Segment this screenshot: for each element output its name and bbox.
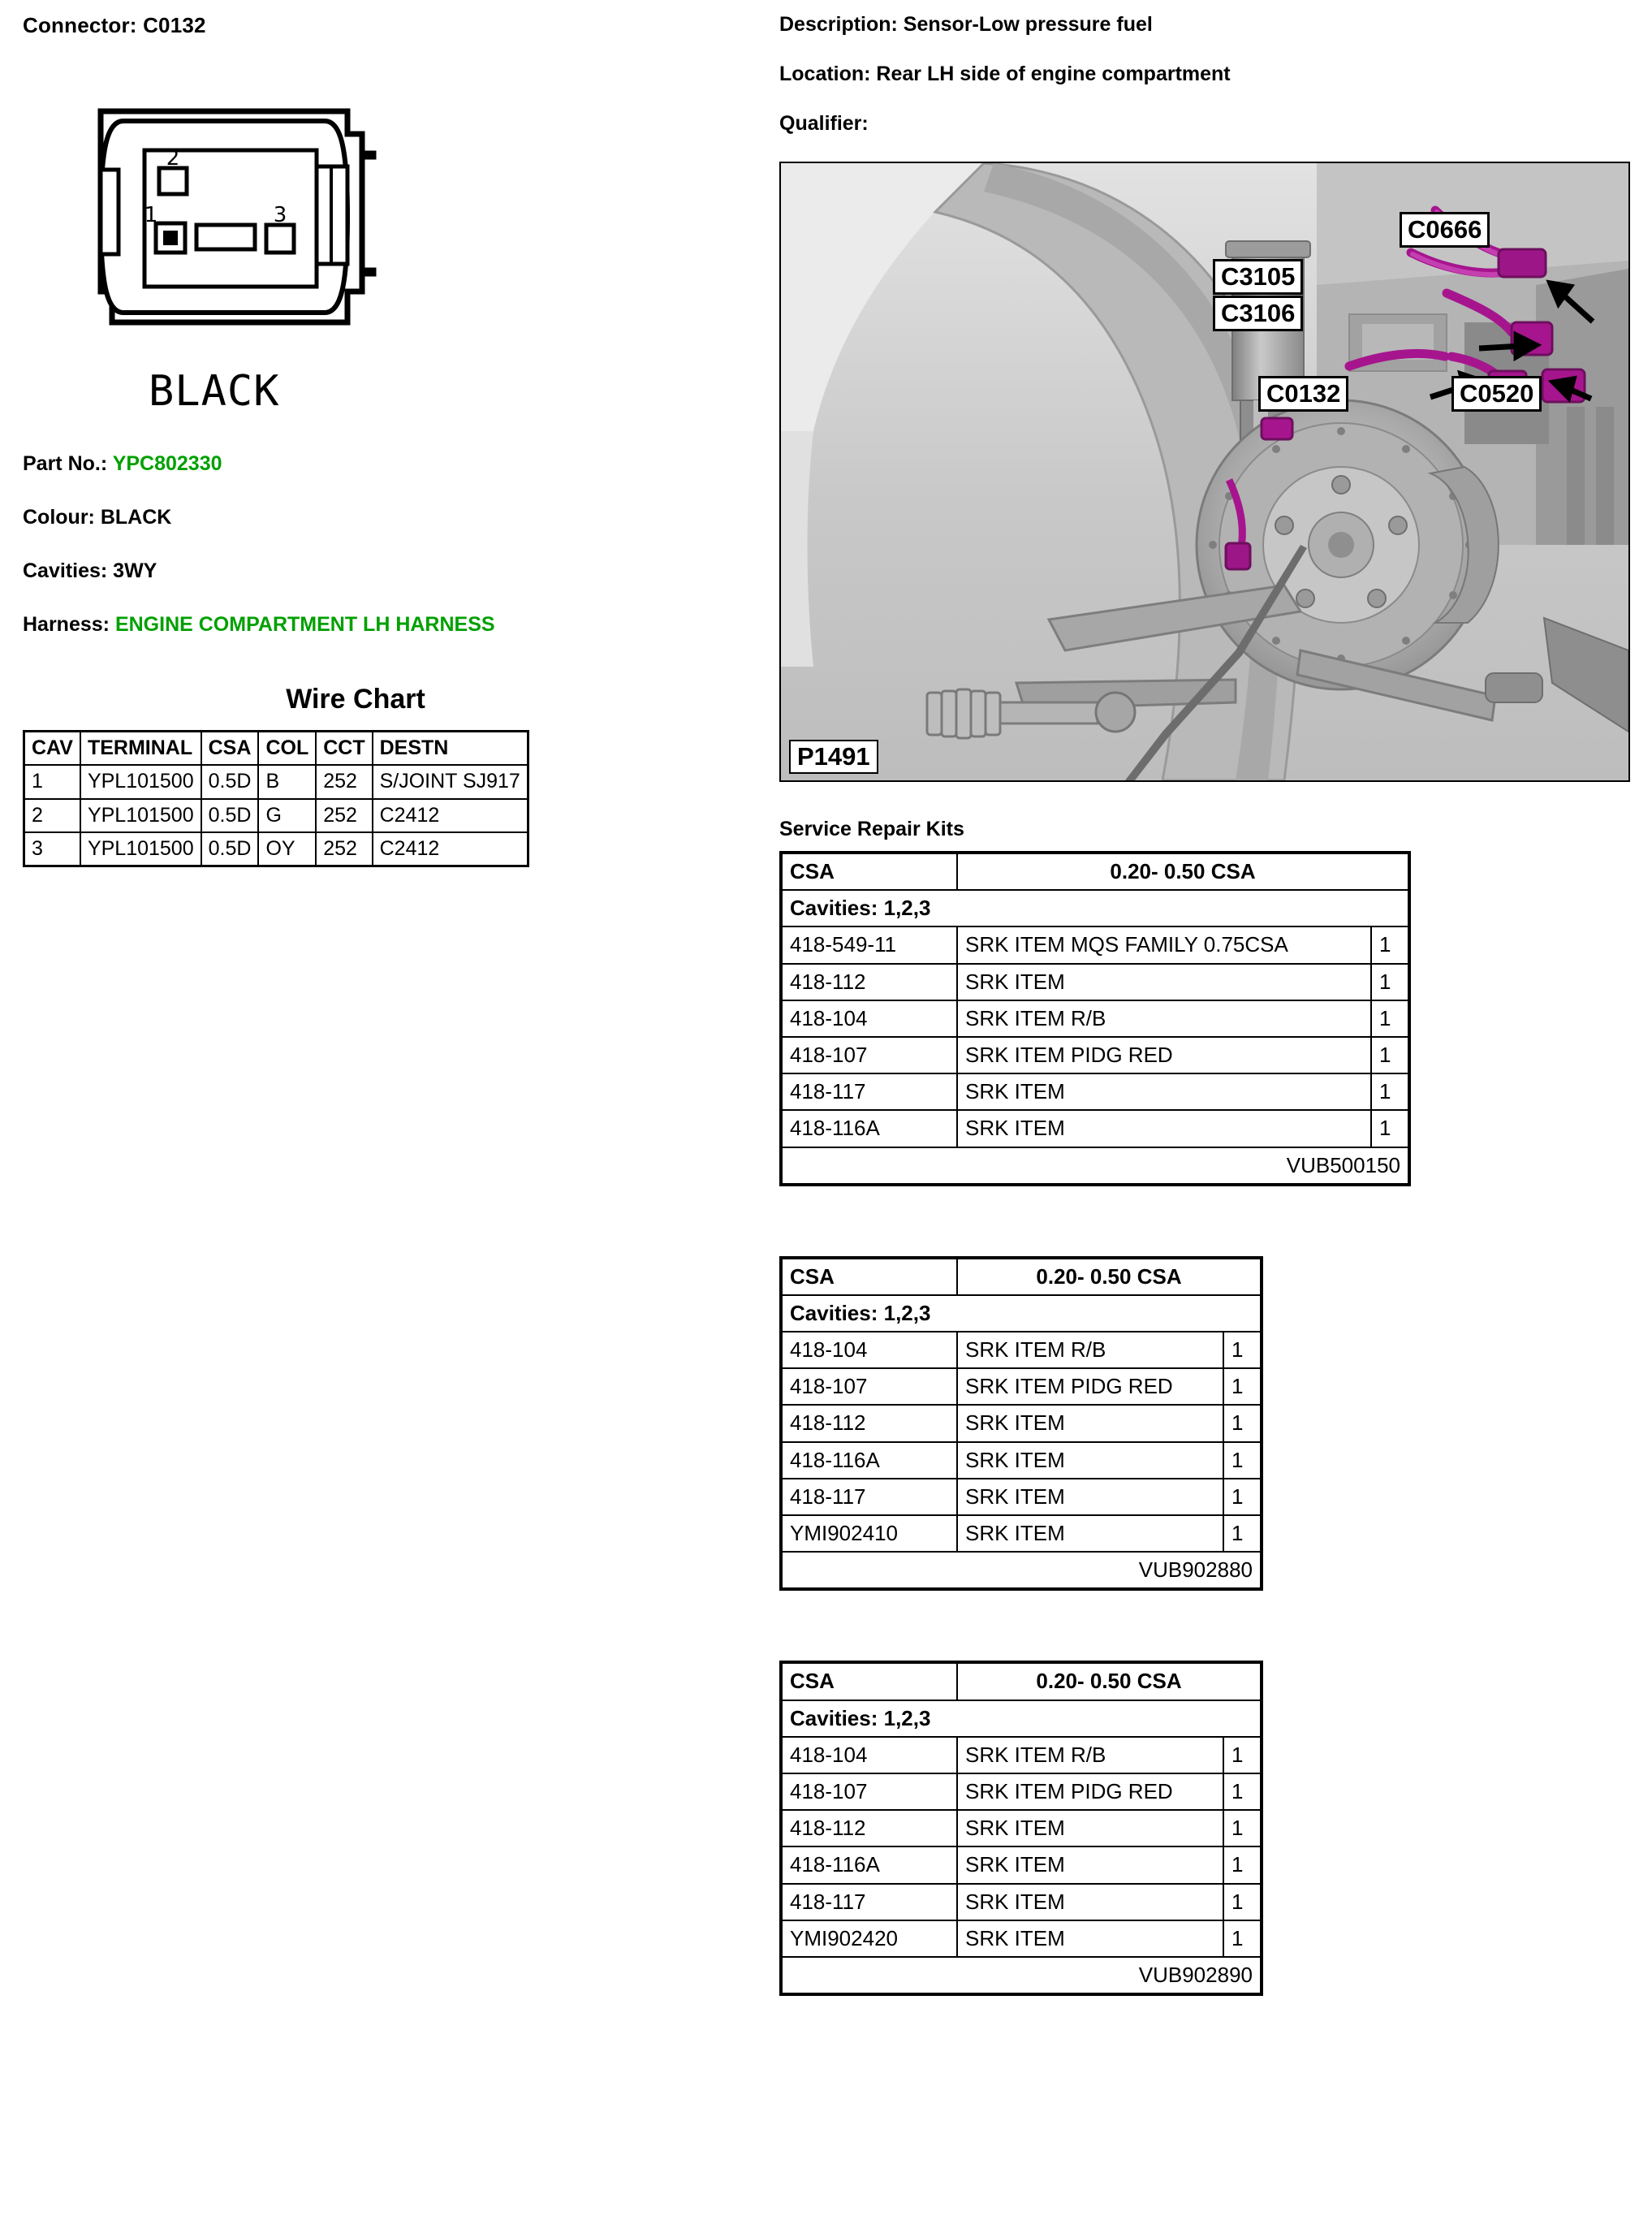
srk-item-desc: SRK ITEM: [957, 1110, 1371, 1147]
table-row: [781, 964, 1409, 1000]
harness-value: ENGINE COMPARTMENT LH HARNESS: [114, 613, 495, 636]
srk-item-qty: 1: [1223, 1515, 1262, 1552]
srk-item-qty: 1: [1223, 1884, 1262, 1920]
service-repair-kits-title: Service Repair Kits: [779, 818, 964, 840]
table-row: [781, 1810, 1262, 1846]
connector-colour-caption: BLACK: [149, 367, 280, 416]
cell-destn: C2412: [373, 799, 528, 832]
wire-chart-col-cct: CCT: [316, 732, 372, 766]
callout-c0132: C0132: [1258, 376, 1348, 412]
srk-item-code: 418-117: [781, 1884, 957, 1920]
srk-item-qty: 1: [1223, 1368, 1262, 1405]
table-row: [781, 1515, 1262, 1552]
harness-row: [23, 613, 737, 637]
srk-cavities: Cavities: 1,2,3: [781, 1700, 1262, 1737]
colour-value: BLACK: [100, 506, 172, 529]
srk-item-qty: 1: [1223, 1332, 1262, 1368]
qualifier-row: Qualifier:: [779, 112, 869, 135]
srk-item-code: 418-117: [781, 1479, 957, 1515]
srk-item-qty: 1: [1371, 1073, 1409, 1110]
wire-chart-col-destn: DESTN: [373, 732, 528, 766]
cell-cav: 3: [24, 832, 80, 866]
wire-chart-col-col: COL: [258, 732, 316, 766]
table-row: [781, 1737, 1262, 1773]
srk-item-code: 418-112: [781, 964, 957, 1000]
srk-kit-row: [781, 1552, 1262, 1589]
srk-cavities-row: [781, 1295, 1262, 1332]
table-row: [781, 926, 1409, 963]
srk-item-desc: SRK ITEM: [957, 1073, 1371, 1110]
cavities-row: [23, 559, 737, 583]
cell-terminal: YPL101500: [80, 799, 201, 832]
srk-item-qty: 1: [1223, 1737, 1262, 1773]
srk-item-code: 418-549-11: [781, 926, 957, 963]
srk-item-desc: SRK ITEM: [957, 1846, 1223, 1883]
srk-item-desc: SRK ITEM: [957, 964, 1371, 1000]
srk-item-code: YMI902410: [781, 1515, 957, 1552]
srk-kit-row: [781, 1147, 1409, 1185]
cell-terminal: YPL101500: [80, 765, 201, 798]
srk-item-qty: 1: [1223, 1773, 1262, 1810]
harness-label: Harness:: [23, 613, 110, 636]
srk-header-row: [781, 1258, 1262, 1295]
part-number-row: [23, 452, 737, 476]
srk-item-desc: SRK ITEM R/B: [957, 1332, 1223, 1368]
location-row: Location: Rear LH side of engine compartment: [779, 63, 1231, 85]
table-row: [781, 1332, 1262, 1368]
srk-header-row: [781, 1662, 1262, 1700]
srk-item-desc: SRK ITEM: [957, 1515, 1223, 1552]
srk-kit-row: [781, 1957, 1262, 1994]
cell-destn: C2412: [373, 832, 528, 866]
cell-cct: 252: [316, 799, 372, 832]
srk-item-code: 418-112: [781, 1405, 957, 1441]
connector-drawing: [23, 79, 737, 428]
table-row: [781, 1773, 1262, 1810]
srk-item-desc: SRK ITEM PIDG RED: [957, 1368, 1223, 1405]
cell-terminal: YPL101500: [80, 832, 201, 866]
srk-item-code: 418-116A: [781, 1110, 957, 1147]
srk-item-qty: 1: [1371, 1037, 1409, 1073]
table-row: [781, 1073, 1409, 1110]
table-row: [24, 765, 528, 798]
cell-col: OY: [258, 832, 316, 866]
wire-chart-table-wrap: [23, 730, 737, 867]
srk-item-code: 418-104: [781, 1000, 957, 1037]
srk-item-code: 418-107: [781, 1037, 957, 1073]
srk-spacer: [779, 1591, 1632, 1651]
wire-chart-col-cav: CAV: [24, 732, 80, 766]
srk-item-desc: SRK ITEM R/B: [957, 1000, 1371, 1037]
srk-item-code: YMI902420: [781, 1920, 957, 1957]
srk-item-qty: 1: [1371, 926, 1409, 963]
callout-c3106: C3106: [1213, 296, 1303, 331]
table-row: [781, 1110, 1409, 1147]
cell-cav: 2: [24, 799, 80, 832]
srk-csa-range: 0.20- 0.50 CSA: [957, 1258, 1262, 1295]
srk-table-1: [779, 851, 1411, 1186]
srk-item-desc: SRK ITEM: [957, 1442, 1223, 1479]
table-row: [24, 832, 528, 866]
srk-csa-label: CSA: [781, 1662, 957, 1700]
location-photo-graphic: [781, 163, 1628, 780]
srk-item-desc: SRK ITEM MQS FAMILY 0.75CSA: [957, 926, 1371, 963]
wire-chart-col-terminal: TERMINAL: [80, 732, 201, 766]
table-row: [781, 1405, 1262, 1441]
srk-item-desc: SRK ITEM: [957, 1810, 1223, 1846]
cell-col: B: [258, 765, 316, 798]
srk-table-2: [779, 1256, 1263, 1592]
srk-item-qty: 1: [1223, 1846, 1262, 1883]
table-row: [781, 1000, 1409, 1037]
cell-cct: 252: [316, 832, 372, 866]
table-row: [781, 1368, 1262, 1405]
srk-item-code: 418-112: [781, 1810, 957, 1846]
srk-kit-number: VUB902890: [781, 1957, 1262, 1994]
srk-item-qty: 1: [1371, 964, 1409, 1000]
wire-chart-col-csa: CSA: [201, 732, 259, 766]
callout-c0520: C0520: [1451, 376, 1542, 412]
srk-cavities-row: [781, 890, 1409, 926]
table-row: [781, 1442, 1262, 1479]
srk-item-code: 418-116A: [781, 1442, 957, 1479]
cell-csa: 0.5D: [201, 832, 259, 866]
srk-table-3: [779, 1661, 1263, 1996]
svg-text:3: 3: [273, 203, 287, 227]
cell-cct: 252: [316, 765, 372, 798]
srk-csa-label: CSA: [781, 853, 957, 890]
location-photo: [779, 162, 1630, 782]
wire-chart-title: Wire Chart: [286, 684, 425, 715]
cell-csa: 0.5D: [201, 799, 259, 832]
wire-chart-table: [23, 730, 529, 867]
srk-item-qty: 1: [1223, 1442, 1262, 1479]
srk-item-desc: SRK ITEM: [957, 1920, 1223, 1957]
srk-cavities-row: [781, 1700, 1262, 1737]
connector-title: Connector: C0132: [23, 13, 206, 37]
table-row: [781, 1037, 1409, 1073]
part-number-value: YPC802330: [112, 452, 222, 475]
colour-label: Colour:: [23, 506, 95, 529]
cell-csa: 0.5D: [201, 765, 259, 798]
srk-item-code: 418-117: [781, 1073, 957, 1110]
cell-col: G: [258, 799, 316, 832]
srk-cavities: Cavities: 1,2,3: [781, 1295, 1262, 1332]
svg-text:1: 1: [144, 203, 158, 227]
srk-item-qty: 1: [1223, 1405, 1262, 1441]
srk-csa-range: 0.20- 0.50 CSA: [957, 1662, 1262, 1700]
srk-csa-label: CSA: [781, 1258, 957, 1295]
callout-c0666: C0666: [1400, 212, 1490, 248]
srk-item-qty: 1: [1371, 1110, 1409, 1147]
srk-kit-number: VUB500150: [781, 1147, 1409, 1185]
srk-cavities: Cavities: 1,2,3: [781, 890, 1409, 926]
srk-item-qty: 1: [1223, 1810, 1262, 1846]
callout-c3105: C3105: [1213, 259, 1303, 295]
cell-destn: S/JOINT SJ917: [373, 765, 528, 798]
connector-panel: [23, 13, 737, 867]
srk-item-code: 418-107: [781, 1368, 957, 1405]
srk-item-desc: SRK ITEM: [957, 1884, 1223, 1920]
connector-metadata: [23, 452, 737, 637]
srk-spacer: [779, 1186, 1632, 1246]
srk-item-desc: SRK ITEM PIDG RED: [957, 1037, 1371, 1073]
table-row: [24, 799, 528, 832]
table-row: [781, 1884, 1262, 1920]
photo-image-id: P1491: [789, 740, 878, 774]
table-row: [781, 1846, 1262, 1883]
srk-item-desc: SRK ITEM R/B: [957, 1737, 1223, 1773]
srk-item-qty: 1: [1371, 1000, 1409, 1037]
srk-item-qty: 1: [1223, 1920, 1262, 1957]
srk-item-desc: SRK ITEM: [957, 1405, 1223, 1441]
table-row: [781, 1920, 1262, 1957]
table-row: [781, 1479, 1262, 1515]
connector-outline-svg: [23, 79, 445, 404]
cell-cav: 1: [24, 765, 80, 798]
srk-csa-range: 0.20- 0.50 CSA: [957, 853, 1409, 890]
colour-row: [23, 506, 737, 529]
srk-item-code: 418-104: [781, 1332, 957, 1368]
details-panel: [779, 13, 1632, 1996]
srk-header-row: [781, 853, 1409, 890]
srk-item-code: 418-104: [781, 1737, 957, 1773]
wire-chart-header-row: [24, 732, 528, 766]
cavities-value: 3WY: [113, 559, 157, 582]
part-number-label: Part No.:: [23, 452, 108, 475]
srk-item-desc: SRK ITEM: [957, 1479, 1223, 1515]
srk-item-desc: SRK ITEM PIDG RED: [957, 1773, 1223, 1810]
srk-kit-number: VUB902880: [781, 1552, 1262, 1589]
description-row: Description: Sensor-Low pressure fuel: [779, 13, 1153, 36]
srk-item-code: 418-107: [781, 1773, 957, 1810]
srk-item-code: 418-116A: [781, 1846, 957, 1883]
cavities-label: Cavities:: [23, 559, 108, 582]
svg-text:2: 2: [166, 146, 180, 171]
srk-item-qty: 1: [1223, 1479, 1262, 1515]
